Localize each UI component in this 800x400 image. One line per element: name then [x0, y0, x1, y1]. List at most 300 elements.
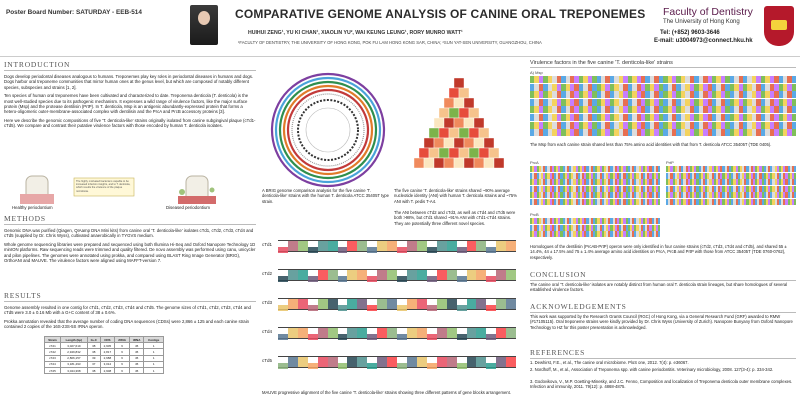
- methods-paragraph-1: Genomic DNA was purified (Qiagen, QIAamp DNA Mini kits) from canine oral 'T. denticola-like' isolates cTd1, cTd2, cTd3, cTd4 and cTd5 (supplied by Dr. Chris Wyss), cultivated anaerobically in TYGVS medium.: [4, 228, 254, 239]
- mauve-genome-label: cTd4: [262, 329, 273, 334]
- mauve-block: [417, 241, 427, 251]
- heatmap-cell: [424, 138, 434, 148]
- prcb-alignment: [530, 218, 660, 238]
- mauve-block: [367, 276, 377, 282]
- mauve-genome-row: [262, 267, 520, 283]
- alignment-residue: [658, 186, 660, 192]
- heatmap-cell: [414, 158, 424, 168]
- mauve-block: [486, 334, 496, 340]
- heatmap-cell: [444, 118, 454, 128]
- table-cell: 6: [115, 361, 130, 367]
- alignment-row: [666, 192, 796, 198]
- heatmap-cell: [459, 148, 469, 158]
- table-cell: 2,949,832: [60, 349, 87, 355]
- mauve-block: [347, 357, 357, 367]
- mauve-block: [288, 241, 298, 251]
- mauve-block: [437, 270, 447, 280]
- author-list: HUIHUI ZENG¹, YU KI CHAN¹, XIAOLIN YU², WAI KEUNG LEUNG¹, RORY MUNRO WATT¹: [248, 30, 463, 36]
- mauve-block: [387, 328, 397, 338]
- mauve-block: [298, 357, 308, 367]
- mauve-block: [347, 328, 357, 338]
- brig-ring-figure: [262, 68, 392, 192]
- heatmap-cell: [439, 148, 449, 158]
- alignment-row: [530, 84, 796, 91]
- intro-paragraph-2: Ten species of human oral treponemes have been cultivated and characterized to date. Treponema denticola (T. denticola) is the most well-studied species due to its pathogenic mechanism. It expresses a wild range of virulence factors, like the major surface protein (Msp) and the protease dentilisin (PrtP). In T. denticola, Msp is an antigenic abundantly-expressed protein that forms a hetero-oligomeric outer-membrane-associated complex with dentilisin and the PrcA and PrcB accessory proteins [3].: [4, 93, 249, 115]
- homolog-caption: Homologues of the dentilisin (PrcAB-PrtP) operon were only identified in four canine strains (cTd2, cTd3, cTd4 and cTd5), and shared 55 ± 14.4%, 44 ± 17.5% and 75 ± 1.4% average amino acid identities on PrcA, PrcB and PrtP with those from ATCC 35405T (TDE 0760-0762), respectively.: [530, 244, 787, 260]
- alignment-row: [530, 76, 796, 83]
- alignment-residue: [792, 106, 796, 113]
- alignment-residue: [658, 231, 660, 237]
- poster-title: COMPARATIVE GENOME ANALYSIS OF CANINE ORAL TREPONEMES: [235, 7, 646, 21]
- table-cell: 45: [129, 361, 144, 367]
- ani-heatmap-cells: [414, 78, 504, 168]
- alignment-residue: [792, 114, 796, 121]
- heatmap-cell: [484, 158, 494, 168]
- ani-caption-1: The five canine 'T. denticola-like' strains shared ~90% average nucleotide identity (ANI) with human T. denticola strains and ~75% ANI with T. pedis T-A4.: [394, 188, 517, 204]
- heatmap-cell: [449, 108, 459, 118]
- mauve-block: [367, 363, 377, 369]
- table-cell: 2,688: [100, 355, 115, 361]
- mauve-block: [496, 299, 506, 309]
- results-heading: RESULTS: [4, 291, 256, 302]
- table-cell: 45: [129, 355, 144, 361]
- mauve-block: [447, 299, 457, 309]
- mauve-block: [377, 270, 387, 280]
- mauve-block: [387, 299, 397, 309]
- intro-paragraph-1: Dogs develop periodontal diseases analogous to humans. Treponemes play key roles in periodontal diseases in humans and dogs. Dogs harbor oral treponeme communities that mirror human ones at the genus level, but which are composed of notably different species, subspecies and strains [1, 2].: [4, 74, 254, 90]
- mauve-block: [407, 328, 417, 338]
- alignment-residue: [658, 192, 660, 198]
- alignment-residue: [792, 84, 796, 91]
- mauve-block: [357, 299, 367, 309]
- mauve-block: [437, 357, 447, 367]
- mauve-block: [496, 357, 506, 367]
- mauve-block: [377, 357, 387, 367]
- mauve-block: [417, 328, 427, 338]
- mauve-block: [397, 305, 407, 311]
- reference-1: 1. Dewhirst, F.E., et al., The canine oral microbiome. PloS one, 2012. 7(4): p. e36067.: [530, 360, 689, 365]
- table-cell: cTd4: [45, 361, 61, 367]
- alignment-residue: [658, 179, 660, 185]
- prca-label: PrcA: [530, 160, 539, 165]
- alignment-residue: [792, 129, 796, 136]
- mauve-block: [467, 328, 477, 338]
- mauve-block: [506, 299, 516, 309]
- methods-heading: METHODS: [4, 214, 256, 225]
- alignment-row: [530, 114, 796, 121]
- mauve-block: [437, 241, 447, 251]
- mauve-block: [367, 305, 377, 311]
- alignment-residue: [794, 173, 796, 179]
- heatmap-cell: [449, 88, 459, 98]
- mauve-block: [338, 305, 348, 311]
- mauve-block: [318, 328, 328, 338]
- heatmap-cell: [454, 138, 464, 148]
- mauve-block: [278, 305, 288, 311]
- heatmap-cell: [459, 88, 469, 98]
- mauve-block: [467, 270, 477, 280]
- heatmap-cell: [469, 128, 479, 138]
- table-cell: 1: [144, 349, 164, 355]
- mauve-block: [318, 299, 328, 309]
- heatmap-cell: [439, 108, 449, 118]
- ack-heading: ACKNOWLEDGEMENTS: [530, 302, 796, 313]
- mauve-block: [407, 357, 417, 367]
- genome-summary-table: [44, 336, 164, 374]
- heatmap-cell: [474, 118, 484, 128]
- mauve-block: [476, 299, 486, 309]
- mauve-genome-label: cTd1: [262, 242, 273, 247]
- conclusion-heading: CONCLUSION: [530, 270, 796, 281]
- heatmap-cell: [439, 128, 449, 138]
- mauve-block: [298, 241, 308, 251]
- mauve-block: [427, 363, 437, 369]
- mauve-block: [457, 305, 467, 311]
- results-paragraph-1: Genome assembly resulted in one contig for cTd1, cTd2, cTd3, cTd4 and cTd5. The genome sizes of cTd1, cTd2, cTd3, cTd4 and cTd5 were 3.0 ± 0.16 Mb with a G+C content of 38 ± 0.6%.: [4, 305, 251, 316]
- mauve-genome-row: [262, 325, 520, 341]
- mauve-block: [318, 357, 328, 367]
- table-cell: 6: [115, 349, 130, 355]
- table-header-cell: tRNA: [129, 337, 144, 343]
- table-header-cell: Strain: [45, 337, 61, 343]
- prca-alignment: [530, 166, 660, 206]
- prtp-label: PrtP: [666, 160, 674, 165]
- mauve-block: [457, 247, 467, 253]
- mauve-block: [387, 241, 397, 251]
- mauve-block: [318, 241, 328, 251]
- mauve-genome-row: [262, 238, 520, 254]
- mauve-block: [447, 328, 457, 338]
- contact-phone: Tel: (+852) 9603-3646: [660, 30, 720, 36]
- alignment-row: [666, 166, 796, 172]
- heatmap-cell: [429, 128, 439, 138]
- mauve-genome-label: cTd2: [262, 271, 273, 276]
- heatmap-cell: [479, 128, 489, 138]
- info-callout-text: The highly motivated bacteria is capable to be increased infection insights, and to T. denticola, which results the virulence of the plaque microbiota.: [76, 180, 131, 193]
- table-cell: 3,027,619: [60, 343, 87, 349]
- alignment-row: [530, 91, 796, 98]
- mauve-block: [338, 276, 348, 282]
- mauve-genome-label: cTd5: [262, 358, 273, 363]
- conclusion-text: The canine oral 'T. denticola-like' isolates are notably distinct from human oral T. denticola strain lineages, but share homologues of several established virulence factors.: [530, 282, 788, 293]
- mauve-block: [288, 299, 298, 309]
- table-cell: 45: [129, 367, 144, 373]
- mauve-block-bar: [278, 240, 516, 252]
- mauve-block: [417, 357, 427, 367]
- alignment-row: [666, 199, 796, 205]
- mauve-block: [347, 299, 357, 309]
- mauve-block: [467, 241, 477, 251]
- heatmap-cell: [454, 78, 464, 88]
- mauve-block: [457, 363, 467, 369]
- mauve-block: [437, 328, 447, 338]
- alignment-residue: [794, 199, 796, 205]
- mauve-block: [357, 270, 367, 280]
- contact-email[interactable]: E-mail: u3004973@connect.hku.hk: [654, 38, 753, 44]
- alignment-row: [530, 192, 660, 198]
- mauve-block: [407, 270, 417, 280]
- intro-paragraph-3: Here we describe the genomic compositions of five 'T. denticola-like' strains originally isolated from canine subgingival plaque (cTd1-cTd5). We compare and contrast their putative virulence factors with those encoded by human T. denticola isolates.: [4, 117, 256, 129]
- heatmap-cell: [444, 138, 454, 148]
- mauve-block: [357, 328, 367, 338]
- table-cell: cTd3: [45, 355, 61, 361]
- mauve-block: [367, 334, 377, 340]
- mauve-block: [457, 334, 467, 340]
- mauve-block: [338, 247, 348, 253]
- mauve-block: [308, 363, 318, 369]
- alignment-residue: [792, 91, 796, 98]
- table-cell: 45: [129, 349, 144, 355]
- mauve-block: [417, 270, 427, 280]
- table-cell: 1: [144, 367, 164, 373]
- mauve-block: [496, 241, 506, 251]
- ack-text: This work was supported by the Research Grants Council (RGC) of Hong Kong, via a General Research Fund (GRF) awarded to RMW (#17105115). Oral treponeme strains were kindly provided by Dr. Chris Wyss (University of Zurich). Nanopore Bunyany from Oxford Nanopore Technology to HZ for this poster presentation is acknowledged.: [530, 314, 793, 330]
- center-column: [262, 60, 522, 400]
- mauve-block-bar: [278, 298, 516, 310]
- mauve-block: [377, 241, 387, 251]
- healthy-label: Healthy periodontium: [12, 205, 53, 210]
- mauve-block: [486, 276, 496, 282]
- table-cell: 3,044,368: [60, 367, 87, 373]
- alignment-row: [530, 122, 796, 129]
- alignment-row: [530, 166, 660, 172]
- mauve-block: [447, 241, 457, 251]
- mauve-block: [328, 299, 338, 309]
- mauve-block: [347, 241, 357, 251]
- mauve-block: [347, 270, 357, 280]
- mauve-block: [377, 328, 387, 338]
- mauve-block-bar: [278, 356, 516, 368]
- table-cell: cTd1: [45, 343, 61, 349]
- mauve-block: [496, 270, 506, 280]
- ani-heatmap: [394, 70, 514, 180]
- mauve-block: [427, 276, 437, 282]
- mauve-block: [447, 270, 457, 280]
- mauve-block: [467, 357, 477, 367]
- table-cell: cTd2: [45, 349, 61, 355]
- mauve-block: [288, 328, 298, 338]
- diseased-label: Diseased periodontium: [166, 205, 210, 210]
- table-cell: 6: [115, 355, 130, 361]
- prtp-alignment: [666, 166, 796, 206]
- alignment-residue: [794, 166, 796, 172]
- mauve-block: [288, 357, 298, 367]
- mauve-block: [407, 241, 417, 251]
- table-header-cell: G+C: [87, 337, 100, 343]
- mauve-block: [387, 357, 397, 367]
- mauve-block: [417, 299, 427, 309]
- mauve-block: [338, 363, 348, 369]
- mauve-block: [397, 334, 407, 340]
- mauve-block: [476, 270, 486, 280]
- mauve-block: [278, 247, 288, 253]
- mauve-block: [308, 305, 318, 311]
- reference-3: 3. Godovikova, V., M.P. Goetting-Minesky, and J.C. Fenno, Composition and localization of Treponema denticola outer membrane complexes. Infection and immunity, 2011. 79(12): p. 4868-4875.: [530, 379, 793, 390]
- alignment-residue: [794, 179, 796, 185]
- university-crest-logo: [764, 6, 794, 46]
- table-cell: 3,012: [100, 361, 115, 367]
- mauve-block: [328, 270, 338, 280]
- alignment-residue: [792, 76, 796, 83]
- heatmap-cell: [449, 148, 459, 158]
- table-cell: 39: [87, 355, 100, 361]
- author-photo: [190, 5, 218, 45]
- alignment-row: [666, 179, 796, 185]
- table-cell: 2,905: [100, 343, 115, 349]
- heatmap-cell: [474, 138, 484, 148]
- heatmap-cell: [434, 138, 444, 148]
- heatmap-cell: [464, 118, 474, 128]
- right-column: [530, 60, 796, 400]
- table-row: [45, 367, 164, 373]
- mauve-block: [338, 334, 348, 340]
- mauve-block: [328, 357, 338, 367]
- mauve-block: [397, 247, 407, 253]
- mauve-block: [308, 276, 318, 282]
- mauve-block: [457, 276, 467, 282]
- mauve-block: [407, 299, 417, 309]
- mauve-block: [447, 357, 457, 367]
- mauve-block: [506, 270, 516, 280]
- alignment-residue: [658, 218, 660, 224]
- table-header-cell: CDS: [100, 337, 115, 343]
- heatmap-cell: [434, 158, 444, 168]
- mauve-block: [308, 247, 318, 253]
- mauve-block: [318, 270, 328, 280]
- alignment-residue: [794, 186, 796, 192]
- mauve-block: [486, 305, 496, 311]
- healthy-tooth-icon: [20, 176, 54, 204]
- heatmap-cell: [434, 118, 444, 128]
- alignment-residue: [792, 99, 796, 106]
- mauve-block: [476, 241, 486, 251]
- mauve-alignment-figure: [262, 238, 520, 386]
- mauve-block: [298, 328, 308, 338]
- heatmap-cell: [489, 148, 499, 158]
- mauve-block: [427, 334, 437, 340]
- mauve-block: [377, 299, 387, 309]
- mauve-genome-row: [262, 354, 520, 370]
- heatmap-cell: [429, 148, 439, 158]
- msp-label: A) Msp: [530, 70, 543, 75]
- alignment-residue: [792, 122, 796, 129]
- table-cell: 2,908: [100, 367, 115, 373]
- alignment-row: [530, 218, 660, 224]
- table-cell: 6: [115, 343, 130, 349]
- reference-2: 2. Nordhoff, M., et al., Association of Treponema spp. with canine periodontitis. Veterinary microbiology, 2008. 127(3-4): p. 334-342.: [530, 367, 774, 372]
- mauve-block: [506, 357, 516, 367]
- heatmap-cell: [454, 158, 464, 168]
- mauve-block: [506, 241, 516, 251]
- heatmap-cell: [464, 98, 474, 108]
- poster-board-number: Poster Board Number: SATURDAY - EEB-514: [6, 9, 142, 16]
- alignment-residue: [658, 199, 660, 205]
- alignment-row: [666, 186, 796, 192]
- alignment-row: [530, 186, 660, 192]
- table-cell: 2,817: [100, 349, 115, 355]
- mauve-genome-row: [262, 296, 520, 312]
- results-section: [4, 291, 256, 330]
- alignment-residue: [794, 192, 796, 198]
- mauve-block: [397, 363, 407, 369]
- table-cell: cTd5: [45, 367, 61, 373]
- table-cell: 45: [129, 343, 144, 349]
- alignment-residue: [658, 225, 660, 231]
- alignment-residue: [658, 173, 660, 179]
- references-heading: REFERENCES: [530, 348, 796, 359]
- periodontium-figure: [6, 172, 256, 212]
- mauve-block: [397, 276, 407, 282]
- mauve-block: [328, 241, 338, 251]
- table-header-cell: Contigs: [144, 337, 164, 343]
- msp-alignment: [530, 76, 796, 137]
- heatmap-cell: [484, 138, 494, 148]
- mauve-block: [278, 363, 288, 369]
- alignment-row: [530, 199, 660, 205]
- heatmap-cell: [459, 108, 469, 118]
- heatmap-cell: [469, 148, 479, 158]
- alignment-row: [530, 225, 660, 231]
- mauve-block: [496, 328, 506, 338]
- faculty-name: Faculty of Dentistry: [663, 6, 753, 18]
- heatmap-cell: [469, 108, 479, 118]
- alignment-row: [530, 179, 660, 185]
- mauve-block: [476, 328, 486, 338]
- mauve-block: [328, 328, 338, 338]
- brig-caption: A BRIG genome comparison analysis for the five canine 'T. denticola-like' strains with the human T. denticola ATCC 35405T type strain.: [262, 188, 389, 204]
- table-cell: 1: [144, 355, 164, 361]
- prcb-label: PrcB: [530, 212, 539, 217]
- mauve-block: [367, 247, 377, 253]
- ani-caption-2: The ANI between cTd2 and cTd3, as well as cTd4 and cTd5 were both >98%, but cTd1 shared ~91% ANI with cTd1-cTd4 strains. They are potentially three different novel species.: [394, 210, 516, 226]
- alignment-row: [666, 173, 796, 179]
- mauve-block: [467, 299, 477, 309]
- mauve-block: [476, 357, 486, 367]
- heatmap-cell: [449, 128, 459, 138]
- heatmap-cell: [479, 148, 489, 158]
- mauve-block: [427, 247, 437, 253]
- mauve-block: [278, 334, 288, 340]
- msp-caption: The Msp from each canine strain shared less than 75% amino acid identities with that from T. denticola ATCC 35405T (TDE 0405).: [530, 142, 772, 147]
- mauve-genome-label: cTd3: [262, 300, 273, 305]
- virulence-heading: Virulence factors in the five canine 'T. denticola-like' strains: [530, 60, 796, 68]
- alignment-row: [530, 173, 660, 179]
- heatmap-cell: [424, 158, 434, 168]
- mauve-block: [437, 299, 447, 309]
- mauve-block: [506, 328, 516, 338]
- mauve-block: [278, 276, 288, 282]
- mauve-block: [387, 270, 397, 280]
- heatmap-cell: [444, 98, 454, 108]
- mauve-block: [427, 305, 437, 311]
- heatmap-cell: [464, 158, 474, 168]
- methods-paragraph-2: Whole genome sequencing libraries were prepared and sequenced using both Illumina Hi-Seq and Oxford Nanopore Technology 1D minION platforms. Raw sequencing reads were trimmed and quality filtered. De novo assembly was performed using canu, unicycler and pilon pipelines. The genomes were annotated using prokka, and compared using BLAST Ring Image Generator (BRIG), OrthoANI and MAUVE. The virulence factors were aligned using MAFFT-version 7.: [4, 241, 256, 264]
- mauve-block: [486, 363, 496, 369]
- mauve-block-bar: [278, 269, 516, 281]
- alignment-row: [530, 106, 796, 113]
- heatmap-cell: [494, 158, 504, 168]
- heatmap-cell: [419, 148, 429, 158]
- table-cell: 38: [87, 349, 100, 355]
- table-cell: 1: [144, 361, 164, 367]
- table-header-cell: Length (bp): [60, 337, 87, 343]
- left-column: [4, 60, 256, 129]
- heatmap-cell: [444, 158, 454, 168]
- mauve-block: [357, 241, 367, 251]
- mauve-block: [288, 270, 298, 280]
- mauve-block-bar: [278, 327, 516, 339]
- university-name: The University of Hong Kong: [663, 19, 740, 25]
